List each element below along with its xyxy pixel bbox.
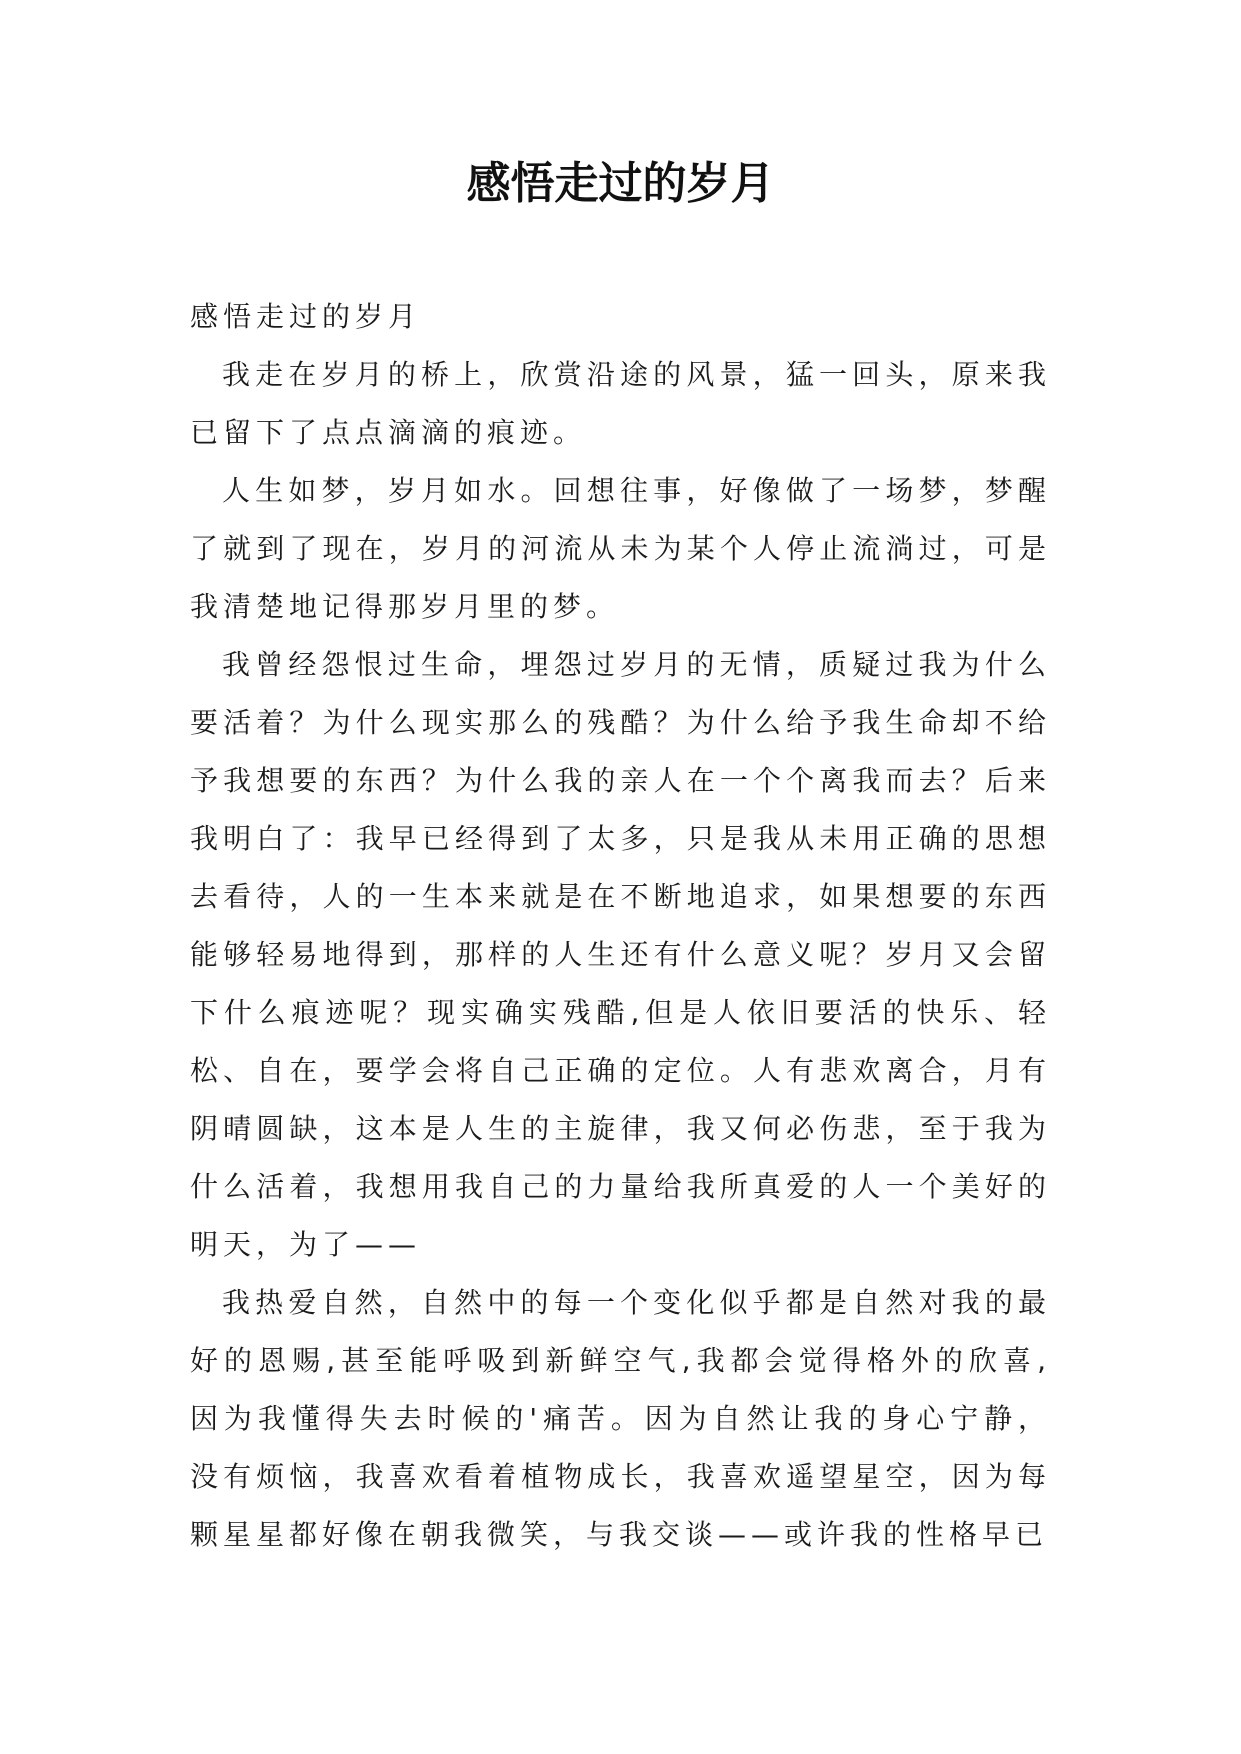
document-title: 感悟走过的岁月	[466, 158, 775, 209]
paragraph: 人生如梦，岁月如水。回想往事，好像做了一场梦，梦醒了就到了现在，岁月的河流从未为某个人停止流淌过，可是我清楚地记得那岁月里的梦。	[190, 474, 1051, 623]
paragraph: 我走在岁月的桥上，欣赏沿途的风景，猛一回头，原来我已留下了点点滴滴的痕迹。	[190, 358, 1051, 449]
paragraph: 我曾经怨恨过生命，埋怨过岁月的无情，质疑过我为什么要活着？为什么现实那么的残酷？为什么给予我生命却不给予我想要的东西？为什么我的亲人在一个个离我而去？后来我明白了：我早已经得到了太多，只是我从未用正确的思想去看待，人的一生本来就是在不断地追求，如果想要的东西能够轻易地得到，那样的人生还有什么意义呢？岁月又会留下什么痕迹呢？现实确实残酷,但是人依旧要活的快乐、轻松、自在，要学会将自己正确的定位。人有悲欢离合，月有阴晴圆缺，这本是人生的主旋律，我又何必伤悲，至于我为什么活着，我想用我自己的力量给我所真爱的人一个美好的明天，为了——	[190, 648, 1051, 1261]
document-body	[190, 288, 1051, 1564]
paragraph: 我热爱自然，自然中的每一个变化似乎都是自然对我的最好的恩赐,甚至能呼吸到新鲜空气,我都会觉得格外的欣喜,因为我懂得失去时候的'痛苦。因为自然让我的身心宁静，没有烦恼，我喜欢看着植物成长，我喜欢遥望星空，因为每颗星星都好像在朝我微笑，与我交谈——或许我的性格早已	[190, 1286, 1051, 1551]
paragraph-heading: 感悟走过的岁月	[190, 300, 422, 333]
